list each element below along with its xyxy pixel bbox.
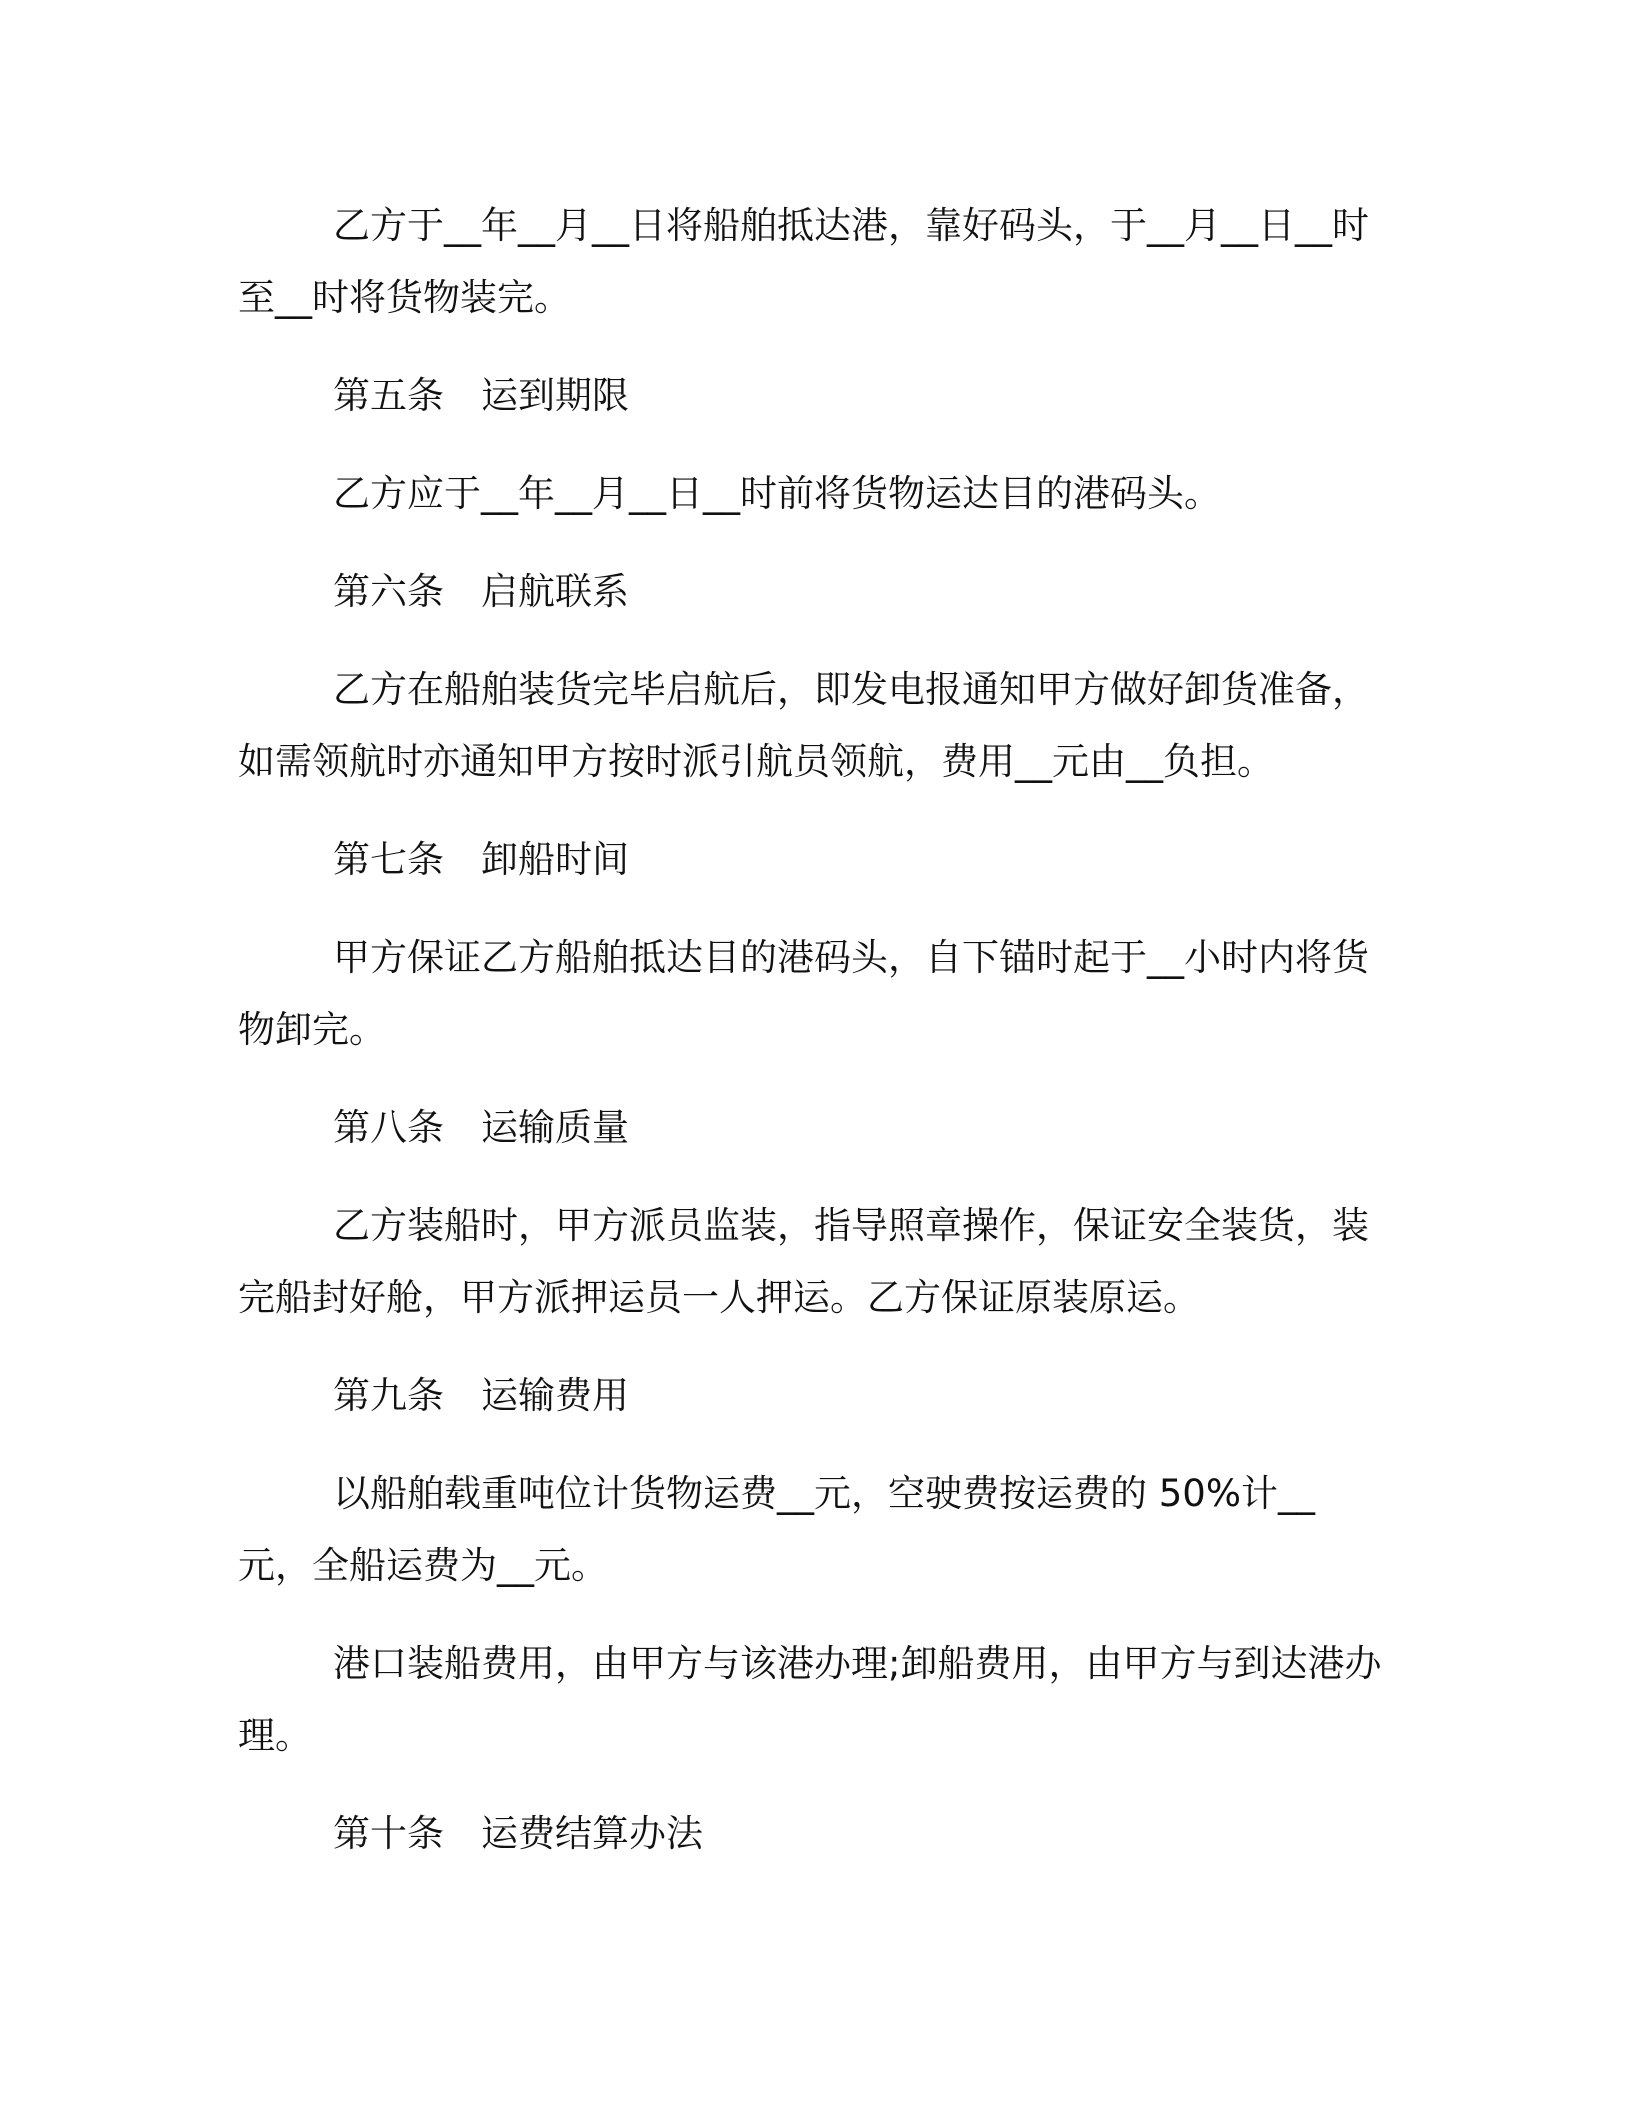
- heading-article-8: 第八条 运输质量: [333, 1106, 629, 1149]
- paragraph-port-fees: 港口装船费用，由甲方与该港办理;卸船费用，由甲方与到达港办理。: [238, 1642, 1382, 1757]
- paragraph-loading-time: 乙方于__年__月__日将船舶抵达港，靠好码头，于__月__日__时至__时将货物装完。: [238, 204, 1369, 319]
- paragraph-freight-cost: 以船舶载重吨位计货物运费__元，空驶费按运费的 50%计__元，全船运费为__元。: [238, 1472, 1315, 1587]
- heading-article-6: 第六条 启航联系: [333, 570, 629, 613]
- heading-article-5: 第五条 运到期限: [333, 374, 629, 417]
- document-body: [238, 190, 1388, 1896]
- heading-article-7: 第七条 卸船时间: [333, 838, 629, 881]
- paragraph-unloading-time: 甲方保证乙方船舶抵达目的港码头，自下锚时起于__小时内将货物卸完。: [238, 936, 1369, 1051]
- heading-article-10: 第十条 运费结算办法: [333, 1812, 703, 1855]
- paragraph-transport-quality: 乙方装船时，甲方派员监装，指导照章操作，保证安全装货，装完船封好舱，甲方派押运员一人押运。乙方保证原装原运。: [238, 1204, 1369, 1319]
- heading-article-9: 第九条 运输费用: [333, 1374, 629, 1417]
- paragraph-departure-notice: 乙方在船舶装货完毕启航后，即发电报通知甲方做好卸货准备，如需领航时亦通知甲方按时派引航员领航，费用__元由__负担。: [238, 668, 1369, 783]
- paragraph-delivery-deadline: 乙方应于__年__月__日__时前将货物运达目的港码头。: [333, 472, 1221, 515]
